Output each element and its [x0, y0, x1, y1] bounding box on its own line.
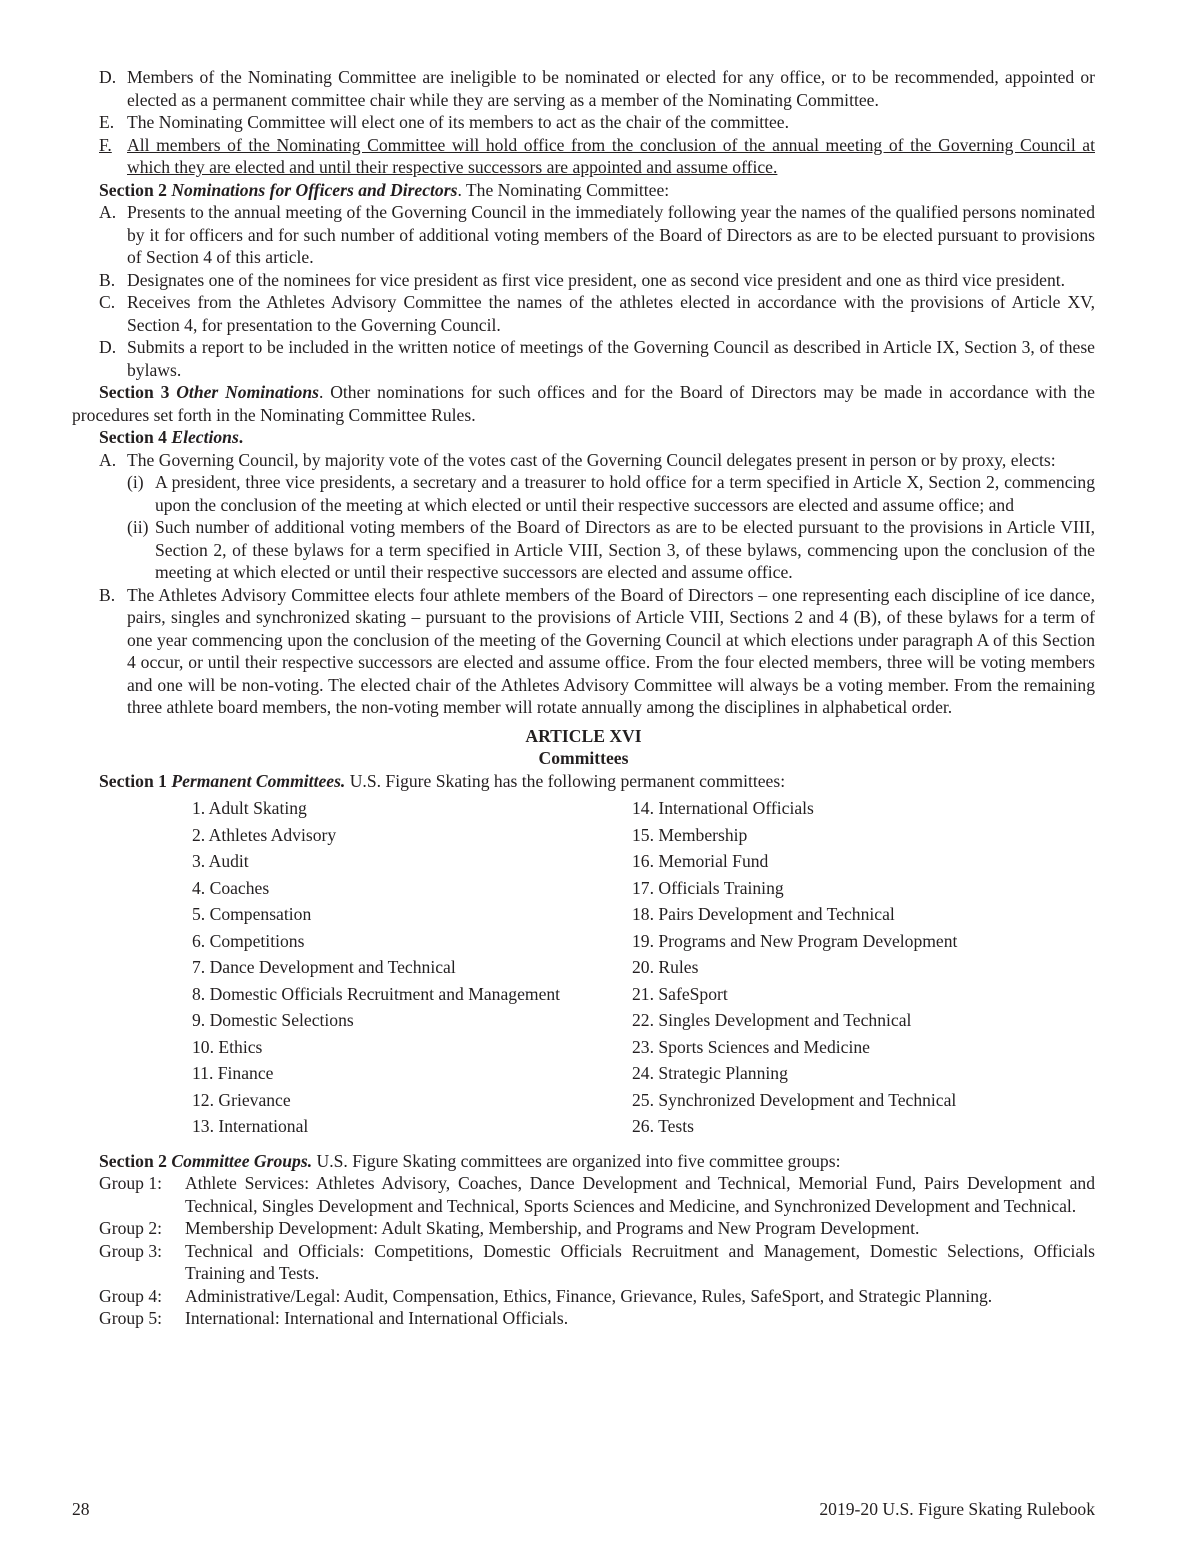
committee-list-item: 3. Audit [192, 851, 249, 871]
committee-column-left [192, 795, 632, 1140]
committee-list-item: 20. Rules [632, 957, 699, 977]
list-item-d: D. Members of the Nominating Committee are ineligible to be nominated or elected for any office, or to be recommended, appointed or elected as a permanent committee chair while they are serving as a member of the Nominating Committee. [99, 67, 1095, 110]
book-title: 2019-20 U.S. Figure Skating Rulebook [819, 1499, 1095, 1519]
section-4-heading: Section 4 Elections. [99, 427, 244, 447]
committee-list-item: 10. Ethics [192, 1036, 263, 1057]
committee-list-item: 12. Grievance [192, 1089, 291, 1110]
committee-column-right [632, 795, 957, 1140]
list-item-e: E. The Nominating Committee will elect one of its members to act as the chair of the committee. [99, 112, 790, 132]
committee-list-item: 17. Officials Training [632, 877, 784, 898]
article-number: ARTICLE XVI [525, 725, 642, 746]
list-item: B. The Athletes Advisory Committee elects four athlete members of the Board of Directors – one representing each discipline of ice dance, pairs, singles and synchronized skating – pursuant to the provisions of Article VIII, Sections 2 and 4 (B), of these bylaws for a term of one year commencing upon the conclusion of the meeting of the Governing Council at which elections under paragraph A of this Section 4 occur, or until their respective successors are elected and assume office. From the four elected members, three will be voting members and one will be non-voting. The elected chair of the Athletes Advisory Committee will always be a voting member. From the remaining three athlete board members, the non-voting member will rotate annually among the disciplines in alphabetical order. [99, 584, 1095, 717]
committee-list-item: 5. Compensation [192, 904, 312, 924]
article-title: Committees [538, 748, 629, 768]
committee-list-item: 11. Finance [192, 1063, 274, 1083]
section-3-paragraph: Section 3 Other Nominations. Other nominations for such offices and for the Board of Directors may be made in accordance with the procedures set forth in the Nominating Committee Rules. [72, 382, 1095, 425]
list-item: D. Submits a report to be included in the written notice of meetings of the Governing Council as described in Article IX, Section 3, of these bylaws. [99, 337, 1095, 380]
list-item: A. The Governing Council, by majority vote of the votes cast of the Governing Council delegates present in person or by proxy, elects: [99, 449, 1056, 470]
list-item-f-underlined: F. All members of the Nominating Committee will hold office from the conclusion of the annual meeting of the Governing Council at which they are elected and until their respective successors are appointed and assume office. [99, 134, 1095, 177]
committee-list-item: 23. Sports Sciences and Medicine [632, 1036, 870, 1057]
group-item: Group 5: International: International and International Officials. [99, 1308, 569, 1328]
list-item: B. Designates one of the nominees for vice president as first vice president, one as second vice president and one as third vice president. [99, 269, 1066, 290]
article-section-1-heading: Section 1 Permanent Committees. U.S. Figure Skating has the following permanent committees: [99, 770, 786, 791]
article-section-2-heading: Section 2 Committee Groups. U.S. Figure Skating committees are organized into five committee groups: [99, 1150, 841, 1171]
committee-list-item: 25. Synchronized Development and Technical [632, 1089, 957, 1110]
committee-list-item: 2. Athletes Advisory [192, 824, 337, 845]
committee-list-item: 26. Tests [632, 1116, 694, 1136]
page-number: 28 [72, 1499, 90, 1519]
committee-list-item: 13. International [192, 1116, 309, 1136]
page-footer [72, 1498, 1095, 1521]
list-item: A. Presents to the annual meeting of the Governing Council in the immediately following year the names of the qualified persons nominated by it for officers and for such number of additional voting members of the Board of Directors as are to be elected pursuant to provisions of Section 4 of this article. [99, 202, 1095, 267]
committee-list-item: 16. Memorial Fund [632, 851, 769, 871]
group-item: Group 1: Athlete Services: Athletes Advisory, Coaches, Dance Development and Technical, Memorial Fund, Pairs Development and Technical, Singles Development and Technical, Sports Sciences and Medicine, and Synchronized Development and Technical. [99, 1173, 1095, 1216]
committee-list-item: 15. Membership [632, 824, 748, 845]
committee-list-item: 6. Competitions [192, 930, 305, 951]
group-item: Group 2: Membership Development: Adult Skating, Membership, and Programs and New Program Development. [99, 1218, 920, 1238]
committee-list-item: 9. Domestic Selections [192, 1010, 354, 1030]
committee-list-item: 22. Singles Development and Technical [632, 1010, 912, 1030]
group-item: Group 4: Administrative/Legal: Audit, Compensation, Ethics, Finance, Grievance, Rules, SafeSport, and Strategic Planning. [99, 1285, 993, 1306]
rulebook-page [72, 66, 1095, 1330]
committee-list-item: 14. International Officials [632, 798, 814, 818]
committee-list-item: 19. Programs and New Program Development [632, 930, 958, 951]
section-2-heading: Section 2 Nominations for Officers and Directors. The Nominating Committee: [99, 179, 670, 200]
committee-list-item: 24. Strategic Planning [632, 1063, 788, 1083]
sub-item: (i) A president, three vice presidents, a secretary and a treasurer to hold office for a term specified in Article X, Section 2, commencing upon the conclusion of the meeting at which elected or until their respective successors are elected and assume office; and [127, 472, 1095, 515]
group-item: Group 3: Technical and Officials: Competitions, Domestic Officials Recruitment and Management, Domestic Selections, Officials Training and Tests. [99, 1240, 1095, 1283]
committee-list-item: 7. Dance Development and Technical [192, 957, 456, 977]
sub-item: (ii) Such number of additional voting members of the Board of Directors as are to be elected pursuant to the provisions in Article VIII, Section 2, of these bylaws for a term specified in Article VIII, Section 3, of these bylaws, commencing upon the conclusion of the meeting at which elected or until their respective successors are elected and assume office. [127, 517, 1095, 582]
committee-list [72, 795, 1095, 1140]
committee-list-item: 1. Adult Skating [192, 798, 307, 818]
committee-list-item: 18. Pairs Development and Technical [632, 904, 895, 924]
list-item: C. Receives from the Athletes Advisory Committee the names of the athletes elected in accordance with the provisions of Article XV, Section 4, for presentation to the Governing Council. [99, 292, 1095, 335]
committee-list-item: 21. SafeSport [632, 983, 728, 1004]
committee-list-item: 4. Coaches [192, 877, 270, 898]
committee-list-item: 8. Domestic Officials Recruitment and Management [192, 983, 561, 1004]
